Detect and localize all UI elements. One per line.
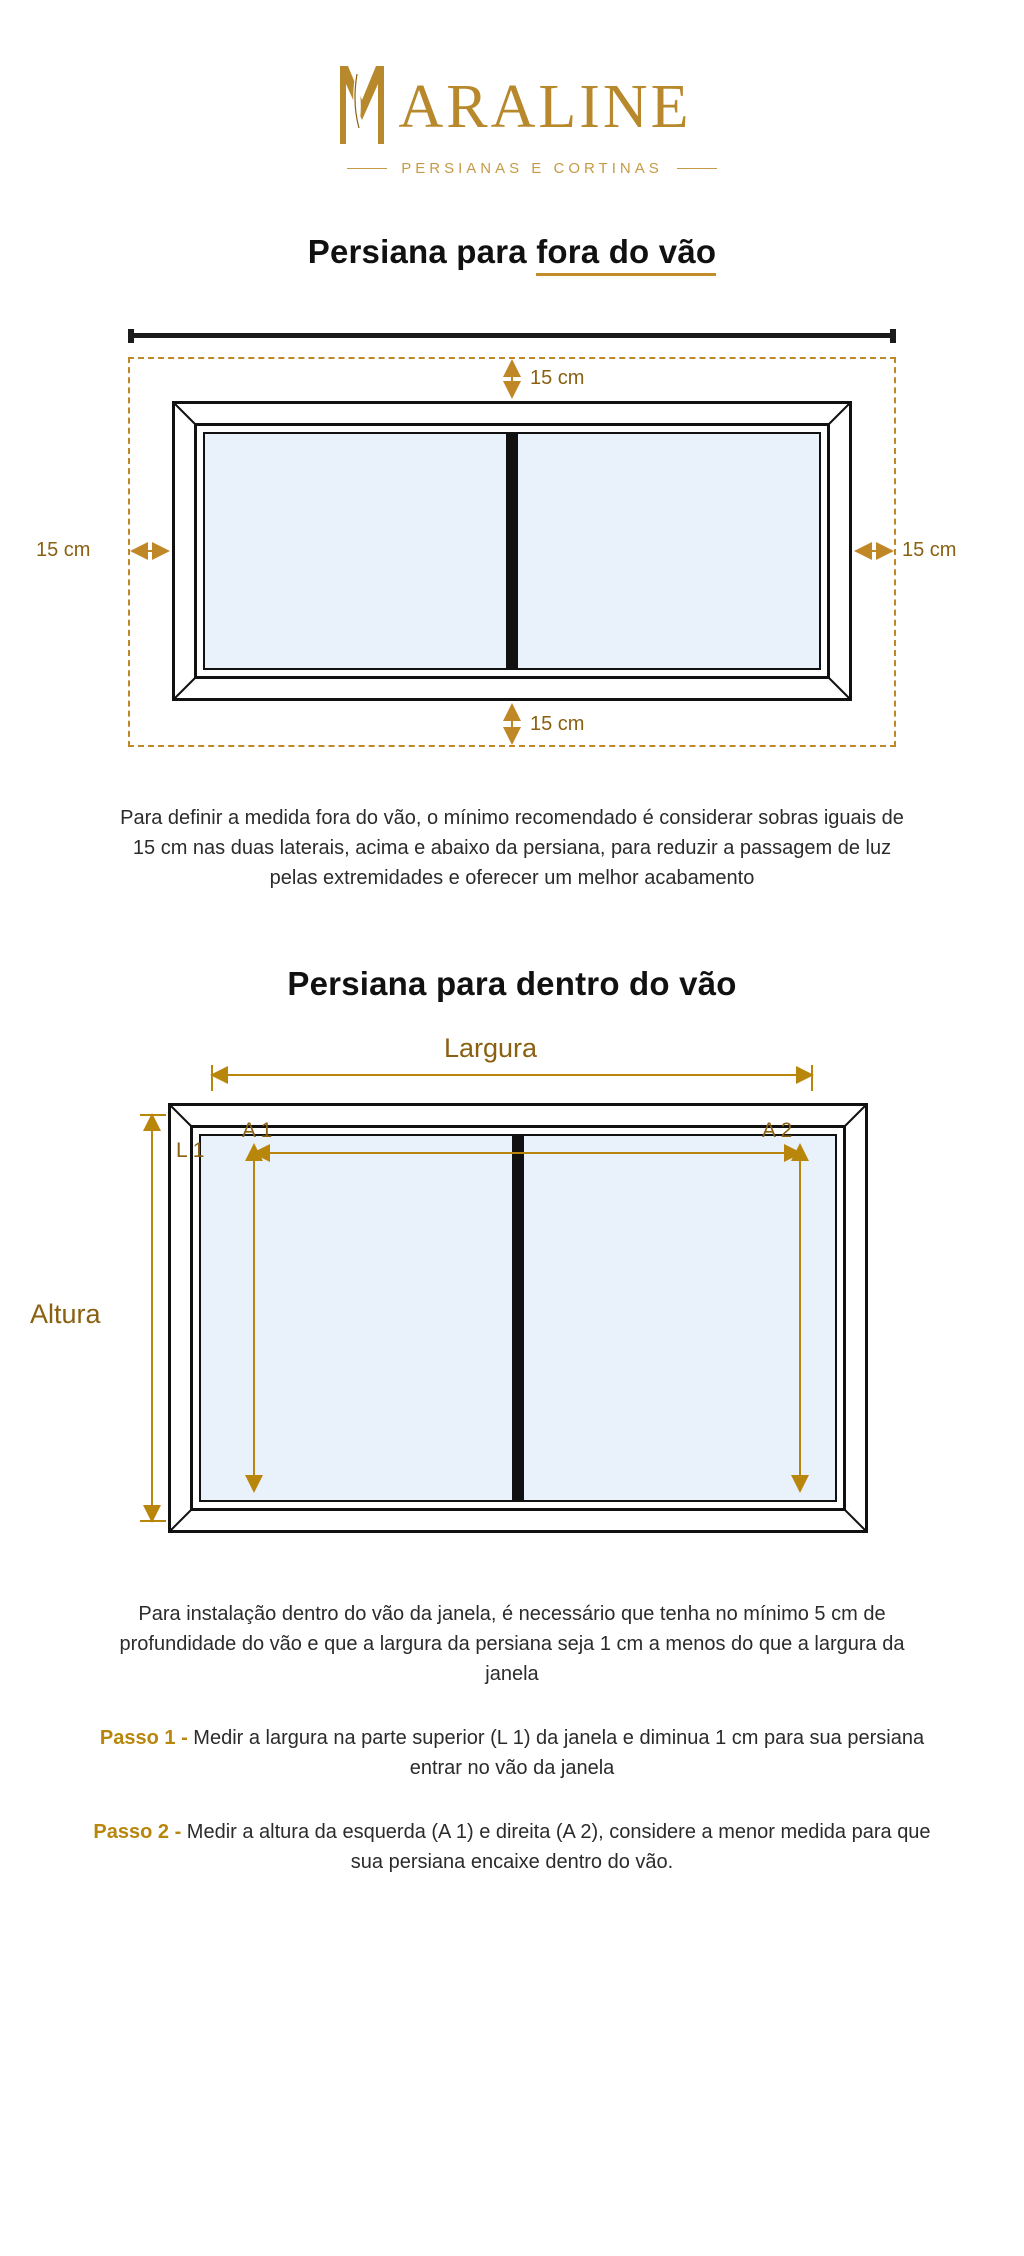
- label-top-15cm: 15 cm: [530, 367, 585, 389]
- label-right-15cm: 15 cm: [902, 539, 957, 561]
- curtain-logo-icon: [332, 62, 394, 148]
- step-2: [92, 1817, 932, 1877]
- step-2-text: Medir a altura da esquerda (A 1) e direita (A 2), considere a menor medida para que sua persiana encaixe dentro do vão.: [181, 1821, 931, 1873]
- label-bottom-15cm: 15 cm: [530, 713, 585, 735]
- caption-outside: Para definir a medida fora do vão, o mínimo recomendado é considerar sobras iguais de 15 cm nas duas laterais, acima e abaixo da persiana, para reduzir a passagem de luz pelas extremidades e oferecer um melhor acabamento: [120, 807, 904, 889]
- diagram-inside-mount: [0, 1027, 1024, 1587]
- logo-tagline: PERSIANAS E CORTINAS: [401, 160, 663, 177]
- logo-wordmark: ARALINE: [398, 73, 692, 141]
- step-1-text: Medir a largura na parte superior (L 1) da janela e diminua 1 cm para sua persiana entrar no vão da janela: [187, 1727, 925, 1779]
- measure-arrows-outside: [0, 291, 1024, 781]
- section-title-outside: [0, 233, 1024, 271]
- section-title-outside-prefix: Persiana para: [307, 233, 537, 270]
- step-1: [92, 1723, 932, 1783]
- label-a2: A 2: [762, 1119, 793, 1142]
- step-1-label: Passo 1 -: [99, 1727, 188, 1749]
- step-2-label: Passo 2 -: [93, 1821, 182, 1843]
- brand-logo: [0, 0, 1024, 177]
- logo-row: [332, 62, 691, 148]
- tagline-rule-right: [677, 168, 717, 169]
- label-left-15cm: 15 cm: [36, 539, 91, 561]
- bottom-spacer: [0, 1877, 1024, 1937]
- caption-inside: Para instalação dentro do vão da janela, é necessário que tenha no mínimo 5 cm de profundidade do vão e que a largura da persiana seja 1 cm a menos do que a largura da janela: [119, 1603, 905, 1685]
- diagram-outside-mount: [0, 291, 1024, 781]
- label-largura: Largura: [444, 1033, 538, 1063]
- label-a1: A 1: [242, 1119, 273, 1142]
- logo-tagline-row: [347, 160, 716, 177]
- label-l1: L 1: [176, 1139, 205, 1162]
- section-title-inside: Persiana para dentro do vão: [287, 965, 737, 1002]
- section-title-outside-underlined: fora do vão: [536, 233, 716, 276]
- tagline-rule-left: [347, 168, 387, 169]
- label-altura: Altura: [30, 1299, 101, 1329]
- measure-arrows-inside: [0, 1027, 1024, 1587]
